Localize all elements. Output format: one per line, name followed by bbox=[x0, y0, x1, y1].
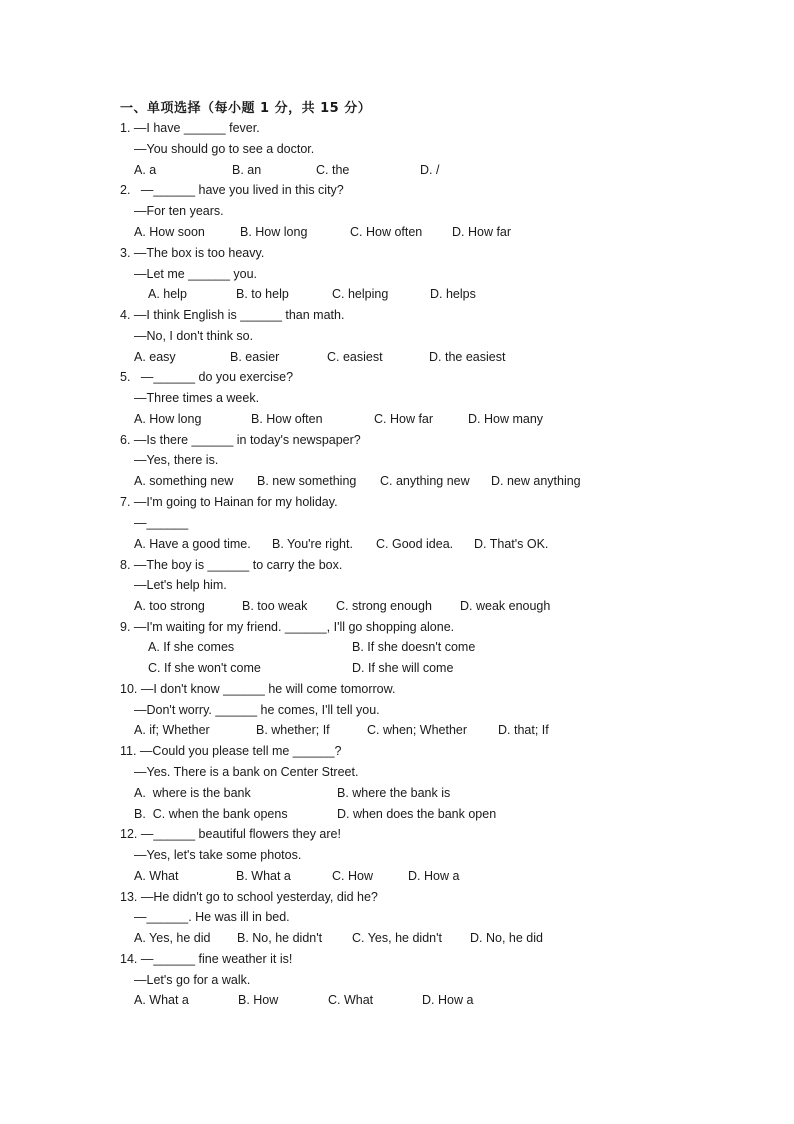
option-11a: A. where is the bank bbox=[134, 786, 251, 800]
option-6d: D. new anything bbox=[491, 474, 581, 488]
option-13d: D. No, he did bbox=[470, 931, 543, 945]
option-12c: C. How bbox=[332, 869, 373, 883]
option-14a: A. What a bbox=[134, 993, 189, 1007]
option-2d: D. How far bbox=[452, 225, 512, 239]
option-5b: B. How often bbox=[251, 412, 323, 426]
option-11c: B. C. when the bank opens bbox=[134, 807, 288, 821]
option-4d: D. the easiest bbox=[429, 350, 506, 364]
option-2c: C. How often bbox=[350, 225, 423, 239]
option-10b: B. whether; If bbox=[256, 723, 330, 737]
response-14: —Let's go for a walk. bbox=[134, 973, 251, 987]
option-5c: C. How far bbox=[374, 412, 434, 426]
option-9c: C. If she won't come bbox=[148, 661, 261, 675]
option-13a: A. Yes, he did bbox=[134, 931, 211, 945]
question-6: 6. —Is there ______ in today's newspaper? bbox=[120, 433, 361, 447]
question-12: 12. —______ beautiful flowers they are! bbox=[120, 827, 341, 841]
option-8c: C. strong enough bbox=[336, 599, 432, 613]
question-8: 8. —The boy is ______ to carry the box. bbox=[120, 558, 343, 572]
option-13c: C. Yes, he didn't bbox=[352, 931, 442, 945]
option-11d: D. when does the bank open bbox=[337, 807, 497, 821]
option-13b: B. No, he didn't bbox=[237, 931, 323, 945]
response-5: —Three times a week. bbox=[134, 391, 260, 405]
option-10d: D. that; If bbox=[498, 723, 549, 737]
response-8: —Let's help him. bbox=[134, 578, 227, 592]
option-11b: B. where the bank is bbox=[337, 786, 451, 800]
option-3d: D. helps bbox=[430, 287, 476, 301]
question-4: 4. —I think English is ______ than math. bbox=[120, 308, 345, 322]
option-4c: C. easiest bbox=[327, 350, 383, 364]
option-1b: B. an bbox=[232, 163, 262, 177]
option-1a: A. a bbox=[134, 163, 157, 177]
option-3b: B. to help bbox=[236, 287, 289, 301]
option-8a: A. too strong bbox=[134, 599, 205, 613]
option-10c: C. when; Whether bbox=[367, 723, 468, 737]
option-12a: A. What bbox=[134, 869, 179, 883]
response-6: —Yes, there is. bbox=[134, 453, 219, 467]
option-1d: D. / bbox=[420, 163, 440, 177]
question-2: 2. —______ have you lived in this city? bbox=[120, 183, 344, 197]
option-12d: D. How a bbox=[408, 869, 460, 883]
response-1: —You should go to see a doctor. bbox=[134, 142, 315, 156]
response-2: —For ten years. bbox=[134, 204, 224, 218]
question-14: 14. —______ fine weather it is! bbox=[120, 952, 293, 966]
option-6c: C. anything new bbox=[380, 474, 470, 488]
option-9d: D. If she will come bbox=[352, 661, 454, 675]
option-8d: D. weak enough bbox=[460, 599, 551, 613]
option-6b: B. new something bbox=[257, 474, 357, 488]
option-3a: A. help bbox=[148, 287, 187, 301]
question-3: 3. —The box is too heavy. bbox=[120, 246, 265, 260]
response-13: —______. He was ill in bed. bbox=[134, 910, 290, 924]
response-3: —Let me ______ you. bbox=[134, 267, 257, 281]
question-1: 1. —I have ______ fever. bbox=[120, 121, 260, 135]
option-12b: B. What a bbox=[236, 869, 291, 883]
response-4: —No, I don't think so. bbox=[134, 329, 254, 343]
option-7a: A. Have a good time. bbox=[134, 537, 251, 551]
option-7c: C. Good idea. bbox=[376, 537, 454, 551]
question-13: 13. —He didn't go to school yesterday, did he? bbox=[120, 890, 378, 904]
question-5: 5. —______ do you exercise? bbox=[120, 370, 294, 384]
option-5a: A. How long bbox=[134, 412, 202, 426]
option-14b: B. How bbox=[238, 993, 279, 1007]
option-4a: A. easy bbox=[134, 350, 176, 364]
option-14d: D. How a bbox=[422, 993, 474, 1007]
question-10: 10. —I don't know ______ he will come tomorrow. bbox=[120, 682, 396, 696]
option-7d: D. That's OK. bbox=[474, 537, 549, 551]
response-11: —Yes. There is a bank on Center Street. bbox=[134, 765, 359, 779]
option-14c: C. What bbox=[328, 993, 374, 1007]
option-2a: A. How soon bbox=[134, 225, 205, 239]
question-9: 9. —I'm waiting for my friend. ______, I'll go shopping alone. bbox=[120, 620, 455, 634]
option-4b: B. easier bbox=[230, 350, 280, 364]
question-11: 11. —Could you please tell me ______? bbox=[120, 744, 342, 758]
option-5d: D. How many bbox=[468, 412, 544, 426]
option-9b: B. If she doesn't come bbox=[352, 640, 476, 654]
response-10: —Don't worry. ______ he comes, I'll tell you. bbox=[134, 703, 380, 717]
section-title: 一、单项选择（每小题 1 分，共 15 分） bbox=[120, 101, 372, 116]
option-6a: A. something new bbox=[134, 474, 234, 488]
option-7b: B. You're right. bbox=[272, 537, 353, 551]
response-12: —Yes, let's take some photos. bbox=[134, 848, 302, 862]
option-10a: A. if; Whether bbox=[134, 723, 210, 737]
option-9a: A. If she comes bbox=[148, 640, 235, 654]
option-1c: C. the bbox=[316, 163, 350, 177]
option-3c: C. helping bbox=[332, 287, 389, 301]
option-2b: B. How long bbox=[240, 225, 308, 239]
option-8b: B. too weak bbox=[242, 599, 308, 613]
response-7: —______ bbox=[134, 516, 189, 530]
question-7: 7. —I'm going to Hainan for my holiday. bbox=[120, 495, 338, 509]
